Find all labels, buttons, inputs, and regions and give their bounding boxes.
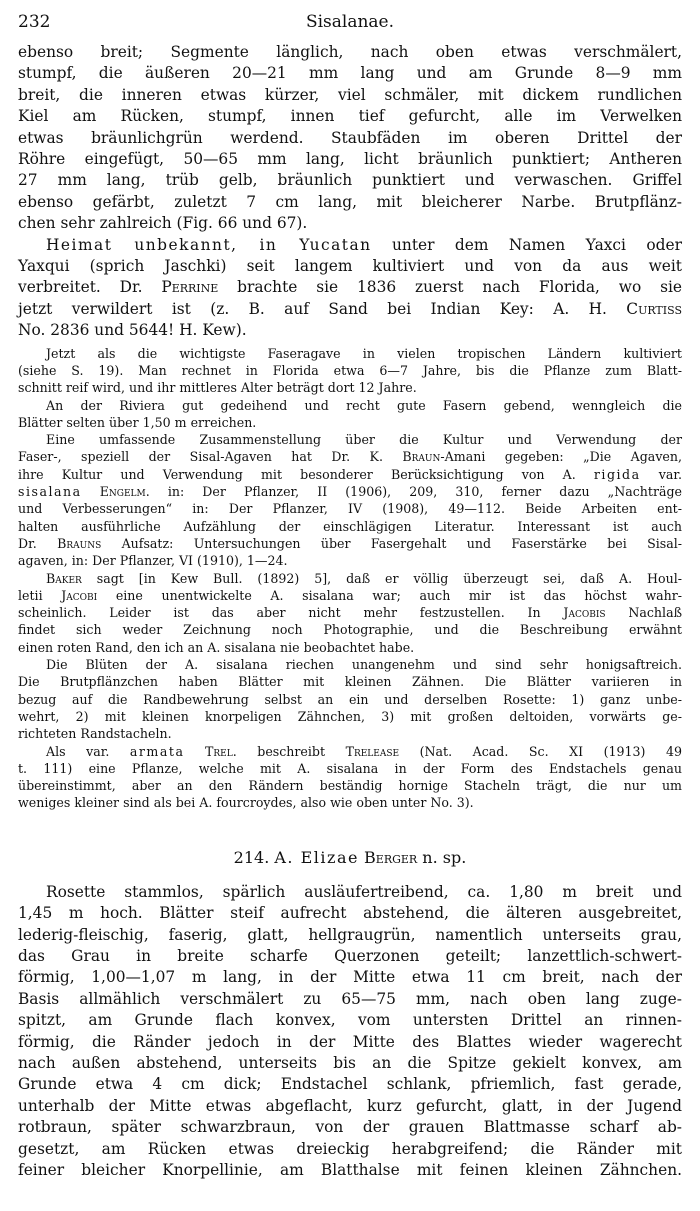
text-line: stumpf, die äußeren 20—21 mm lang und am Grunde 8—9 mm <box>18 64 682 83</box>
text-line: Kiel am Rücken, stumpf, innen tief gefurcht, alle im Verwelken <box>18 107 682 126</box>
note-line: Blätter selten über 1,50 m erreichen. <box>18 414 257 430</box>
text-line: nach außen abstehend, unterseits bis an die Spitze gekielt konvex, am <box>18 1053 682 1072</box>
section-heading <box>18 848 682 867</box>
text-line: Heimat unbekannt, in Yucatan unter dem Namen Yaxci oder <box>46 235 682 254</box>
author-name: Trelease <box>345 743 400 759</box>
note-line: (siehe S. 19). Man rechnet in Florida etwa 6—7 Jahre, bis die Pflanze zum Blatt- <box>18 362 682 378</box>
author-name: Engelm. <box>99 484 150 500</box>
note-line: wehrt, 2) mit kleinen knorpeligen Zähnchen, 3) mit großen deltoiden, vorwärts ge- <box>18 708 682 724</box>
author-name: Berger <box>364 847 418 867</box>
note-line: agaven, in: Der Pflanzer, VI (1910), 1—24. <box>18 553 288 569</box>
note-line: Baker sagt [in Kew Bull. (1892) 5], daß er völlig überzeugt sei, daß A. Houl- <box>46 570 682 586</box>
page-header <box>18 12 682 42</box>
text-line: unterhalb der Mitte etwas abgeflacht, kurz gefurcht, glatt, in der Jugend <box>18 1096 682 1115</box>
note-line: Faser-, speziell der Sisal-Agaven hat Dr. K. Braun-Amani gegeben: „Die Agaven, <box>18 449 683 465</box>
text-line: feiner bleicher Knorpellinie, am Blatthalse mit feinen kleinen Zähnchen. <box>18 1160 682 1179</box>
note-line: Die Brutpflänzchen haben Blätter mit kleinen Zähnen. Die Blätter variieren in <box>18 674 682 690</box>
text-line: Röhre eingefügt, 50—65 mm lang, licht bräunlich punktiert; Antheren <box>18 150 682 169</box>
note-line: weniges kleiner sind als bei A. fourcroydes, also wie oben unter No. 3). <box>18 795 474 811</box>
running-title: Sisalanae. <box>305 12 395 32</box>
note-line: t. 111) eine Pflanze, welche mit A. sisalana in der Form des Endstachels genau <box>18 760 682 776</box>
species-name: A. Elizae <box>274 847 359 867</box>
species-name: sisalana <box>18 484 82 500</box>
text-line: chen sehr zahlreich (Fig. 66 und 67). <box>18 214 308 233</box>
text-line: 1,45 m hoch. Blätter steif aufrecht abstehend, die älteren ausgebreitet, <box>18 904 682 923</box>
text-line: No. 2836 und 5644! H. Kew). <box>18 321 247 340</box>
author-name: Brauns <box>57 535 102 551</box>
note-line: ihre Kultur und Verwendung mit besonderer Berücksichtigung von A. rigida var. <box>18 466 683 482</box>
notes-block <box>18 345 682 812</box>
taxon-status: n. sp. <box>417 847 467 867</box>
text-line: jetzt verwildert ist (z. B. auf Sand bei Indian Key: A. H. Curtiss <box>18 299 682 318</box>
note-line: Jetzt als die wichtigste Faseragave in vielen tropischen Ländern kultiviert <box>46 345 682 361</box>
text-line: gesetzt, am Rücken etwas dreieckig herabgreifend; die Ränder mit <box>18 1139 682 1158</box>
author-name: Perrine <box>161 278 219 297</box>
author-name: Baker <box>46 570 82 586</box>
note-line: Die Blüten der A. sisalana riechen unangenehm und sind sehr honigsaftreich. <box>46 657 682 673</box>
note-line: Eine umfassende Zusammenstellung über die Kultur und Verwendung der <box>46 432 682 448</box>
variety-name: armata <box>129 743 185 759</box>
note-line: schnitt reif wird, und ihr mittleres Alter beträgt dort 12 Jahre. <box>18 380 417 396</box>
note-line: letii Jacobi eine unentwickelte A. sisalana war; auch mir ist das höchst wahr- <box>18 587 682 603</box>
text-line: lederig-fleischig, faserig, glatt, hellgraugrün, namentlich unterseits grau, <box>18 925 682 944</box>
species-number: 214. <box>233 847 275 867</box>
text-line: das Grau in breite scharfe Querzonen geteilt; lanzettlich-schwert- <box>18 946 682 965</box>
note-line: findet sich weder Zeichnung noch Photographie, und die Beschreibung erwähnt <box>18 622 682 638</box>
note-line: scheinlich. Leider ist das aber nicht mehr festzustellen. In Jacobis Nachlaß <box>18 605 682 621</box>
text-line: etwas bräunlichgrün werdend. Staubfäden im oberen Drittel der <box>18 128 682 147</box>
page-number: 232 <box>18 12 51 32</box>
text-line: rotbraun, später schwarzbraun, von der grauen Blattmasse scharf ab- <box>18 1118 682 1137</box>
species-description <box>18 882 682 1182</box>
text-line: 27 mm lang, trüb gelb, bräunlich punktiert und verwaschen. Griffel <box>18 171 682 190</box>
note-line: Als var. armata Trel. beschreibt Trelease (Nat. Acad. Sc. XI (1913) 49 <box>46 743 682 759</box>
heimat-label: Heimat unbekannt, in <box>46 235 300 254</box>
place-name: Yucatan <box>299 235 372 254</box>
author-name: Jacobi <box>61 587 98 603</box>
text-line: förmig, die Ränder jedoch in der Mitte des Blattes wieder wagerecht <box>18 1032 682 1051</box>
note-line: und Verbesserungen“ in: Der Pflanzer, IV (1908), 49—112. Beide Arbeiten ent- <box>18 501 682 517</box>
note-line: einen roten Rand, den ich an A. sisalana nie beobachtet habe. <box>18 639 415 655</box>
text-line: breit, die inneren etwas kürzer, viel schmäler, mit dickem rundlichen <box>18 85 682 104</box>
author-name: Curtiss <box>626 299 682 318</box>
text-line: verbreitet. Dr. Perrine brachte sie 1836 zuerst nach Florida, wo sie <box>18 278 682 297</box>
author-name: Jacobis <box>563 605 606 621</box>
text-line: Basis allmählich verschmälert zu 65—75 mm, nach oben lang zuge- <box>18 989 682 1008</box>
text-line: förmig, 1,00—1,07 m lang, in der Mitte etwa 11 cm breit, nach der <box>18 968 682 987</box>
species-name: rigida <box>593 466 641 482</box>
text-line: Grunde etwa 4 cm dick; Endstachel schlank, pfriemlich, fast gerade, <box>18 1075 682 1094</box>
note-line: Dr. Brauns Aufsatz: Untersuchungen über Fasergehalt und Faserstärke bei Sisal- <box>18 535 682 551</box>
text-line: spitzt, am Grunde flach konvex, vom untersten Drittel an rinnen- <box>18 1011 682 1030</box>
species-description-continued <box>18 42 682 342</box>
book-page <box>18 12 682 1181</box>
note-line: bezug auf die Randbewehrung selbst an ein und derselben Rosette: 1) ganz unbe- <box>18 691 682 707</box>
note-line: sisalana Engelm. in: Der Pflanzer, II (1906), 209, 310, ferner dazu „Nachträge <box>18 484 682 500</box>
note-line: An der Riviera gut gedeihend und recht gute Fasern gebend, wenngleich die <box>46 397 682 413</box>
note-line: halten ausführliche Aufzählung der einschlägigen Literatur. Interessant ist auch <box>18 518 682 534</box>
text-line: ebenso breit; Segmente länglich, nach oben etwas verschmälert, <box>18 43 682 61</box>
author-name: Braun <box>402 449 441 465</box>
note-line: richteten Randstacheln. <box>18 726 172 742</box>
text-line: Yaxqui (sprich Jaschki) seit langem kultiviert und von da aus weit <box>18 257 682 276</box>
text-line: Rosette stammlos, spärlich ausläufertreibend, ca. 1,80 m breit und <box>46 882 682 901</box>
author-name: Trel. <box>205 743 237 759</box>
note-line: übereinstimmt, aber an den Rändern beständig hornige Stacheln trägt, die nur um <box>18 778 682 794</box>
text-line: ebenso gefärbt, zuletzt 7 cm lang, mit bleicherer Narbe. Brutpflänz- <box>18 192 682 211</box>
